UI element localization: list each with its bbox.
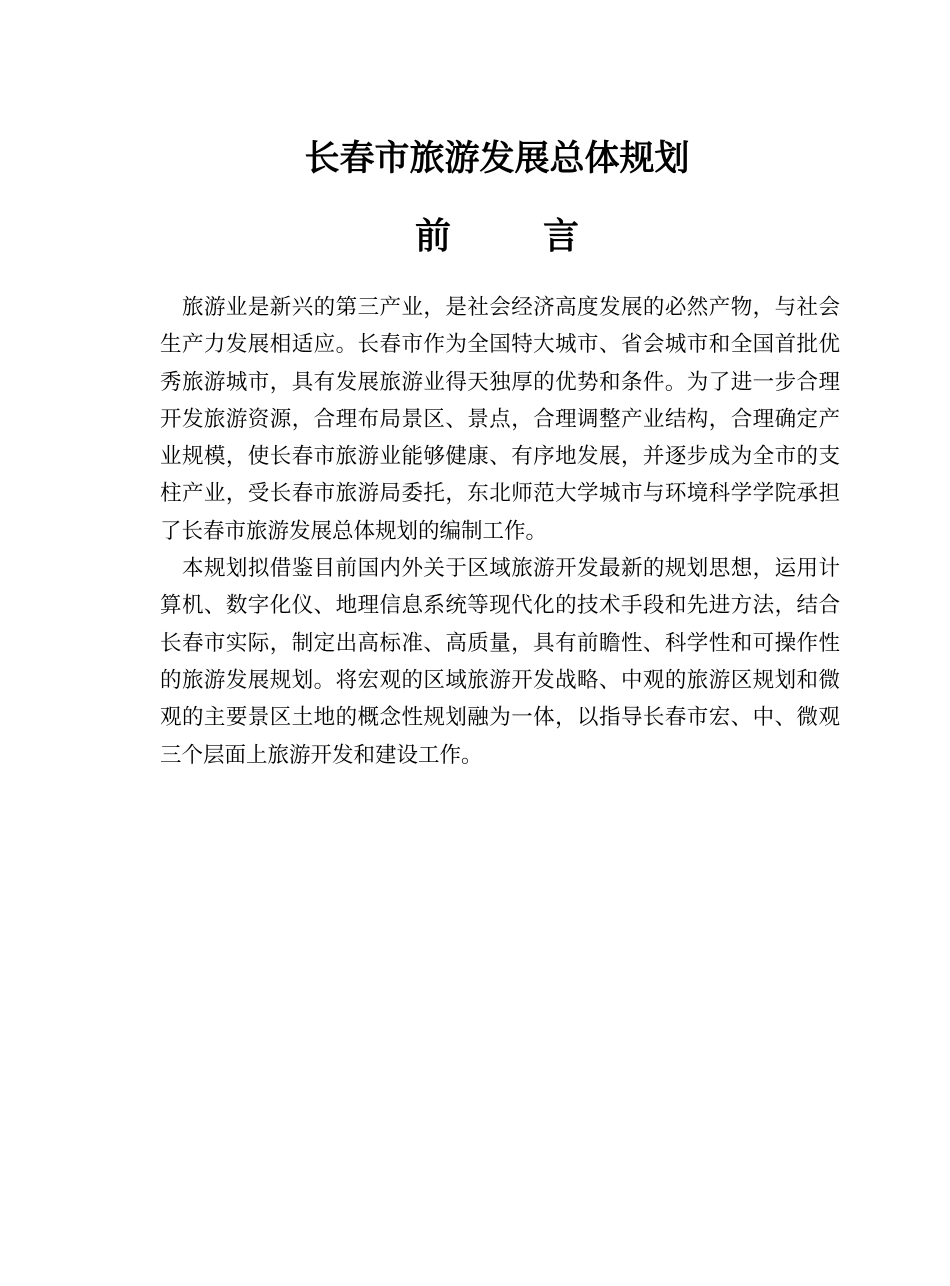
paragraph-1: 旅游业是新兴的第三产业，是社会经济高度发展的必然产物，与社会生产力发展相适应。长春市作为全国特大城市、省会城市和全国首批优秀旅游城市，具有发展旅游业得天独厚的优势和条件。为了进一步合理开发旅游资源，合理布局景区、景点，合理调整产业结构，合理确定产业规模，使长春市旅游业能够健康、有序地发展，并逐步成为全市的支柱产业，受长春市旅游局委托，东北师范大学城市与环境科学学院承担了长春市旅游发展总体规划的编制工作。 bbox=[160, 295, 840, 544]
preface-heading-char-1: 前 bbox=[414, 215, 451, 257]
preface-heading bbox=[0, 208, 950, 264]
paragraph-2: 本规划拟借鉴目前国内外关于区域旅游开发最新的规划思想，运用计算机、数字化仪、地理信息系统等现代化的技术手段和先进方法，结合长春市实际，制定出高标准、高质量，具有前瞻性、科学性和可操作性的旅游发展规划。将宏观的区域旅游开发战略、中观的旅游区规划和微观的主要景区土地的概念性规划融为一体，以指导长春市宏、中、微观三个层面上旅游开发和建设工作。 bbox=[160, 556, 840, 768]
preface-body bbox=[160, 289, 840, 774]
document-title: 长春市旅游发展总体规划 bbox=[304, 138, 690, 179]
preface-heading-char-2: 言 bbox=[543, 215, 580, 257]
